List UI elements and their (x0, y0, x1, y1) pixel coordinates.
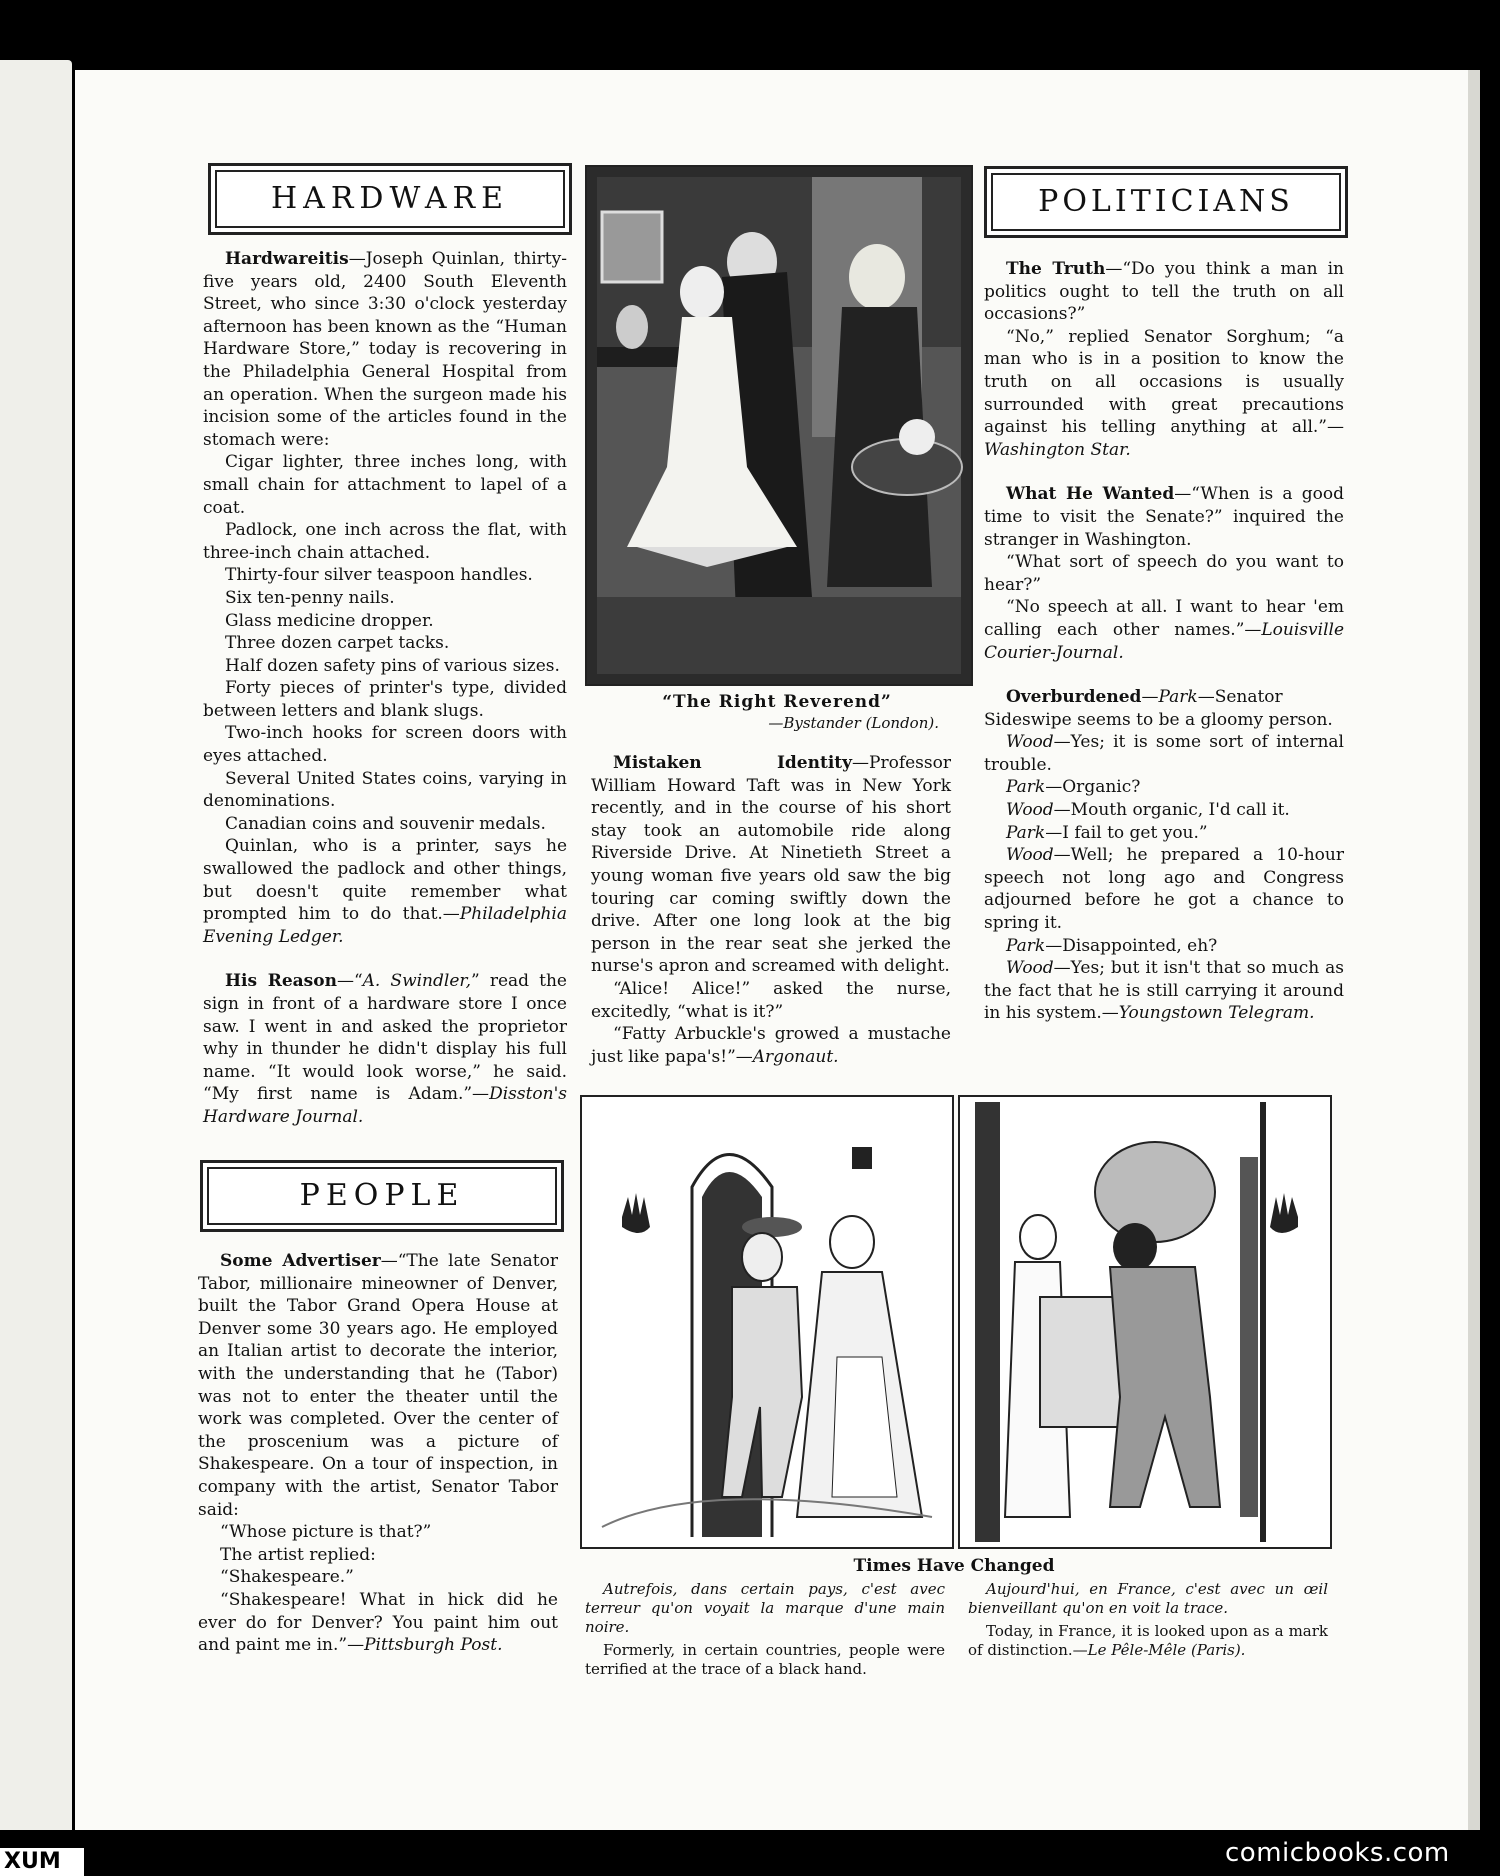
black-hand-icon (622, 1193, 650, 1233)
dialogue-text: —Well; he prepared a 10-hour speech not long ago and Congress adjourned before he got a chance to spring it. (984, 845, 1344, 934)
speaker-name: Park (1006, 935, 1046, 956)
page-spine-shadow (1468, 70, 1480, 1830)
hardware-column (203, 248, 567, 1129)
list-item: Thirty-four silver teaspoon handles. (225, 565, 533, 586)
dialogue-line (984, 822, 1344, 845)
section-title: PEOPLE (299, 1178, 465, 1213)
list-item: Six ten-penny nails. (225, 587, 395, 608)
dialogue-text: —Mouth organic, I'd call it. (1053, 800, 1290, 821)
article-text: —Professor William Howard Taft was in New York recently, and in the course of his short stay took an automobile ride along Riverside Drive. At Ninetieth Street a young woman five years old saw the big touring car coming swiftly down the drive. After one long look at the big person in the rear seat she jerked the nurse's apron and screamed with delight. (591, 753, 951, 977)
article-text: —“ (336, 971, 363, 992)
article-text: —“The late Senator Tabor, millionaire mineowner of Denver, built the Tabor Grand Opera House at Denver some 30 years ago. He employed an Italian artist to decorate the interior, with the understanding that he (Tabor) was not to enter the theater until the work was completed. Over the center of the proscenium was a picture of Shakespeare. On a tour of inspection, in company with the artist, Senator Tabor said: (198, 1251, 559, 1520)
source-credit: Argonaut. (752, 1046, 839, 1067)
dialogue-line: “What sort of speech do you want to hear?” (984, 552, 1344, 595)
dialogue-text: —Yes; it is some sort of internal trouble. (984, 732, 1344, 775)
list-item: Cigar lighter, three inches long, with small chain for attachment to lapel of a coat. (203, 452, 567, 518)
people-column (198, 1250, 558, 1657)
source-credit: Louisville Courier-Journal. (984, 619, 1344, 663)
speaker-name: Wood (1006, 800, 1054, 821)
article-heading: His Reason (225, 971, 337, 992)
caption-english-text: Today, in France, it is looked upon as a mark of distinction.— (968, 1622, 1328, 1659)
caption-english (968, 1622, 1328, 1660)
dialogue-line: The artist replied: (220, 1544, 376, 1565)
article-text: —“Do you think a man in politics ought to tell the truth on all occasions?” (984, 259, 1344, 325)
speaker-name: Wood (1006, 958, 1054, 979)
caption-right (968, 1580, 1328, 1660)
source-credit: Pittsburgh Post. (364, 1635, 503, 1656)
speaker-name: Park (1006, 822, 1046, 843)
caption-title: “The Right Reverend” (662, 692, 892, 712)
dialogue-line (984, 957, 1344, 1025)
dialogue-line: “Alice! Alice!” asked the nurse, excitedly, “what is it?” (591, 978, 951, 1022)
facing-page-edge (0, 60, 72, 1830)
list-item: Half dozen safety pins of various sizes. (225, 655, 560, 676)
article-text: — (1141, 687, 1159, 708)
drawing-coalman-and-woman (960, 1097, 1330, 1547)
dialogue-line: “Whose picture is that?” (220, 1522, 432, 1543)
caption-french: Aujourd'hui, en France, c'est avec un œil bienveillant qu'on en voit la trace. (968, 1580, 1328, 1617)
dialogue-line (984, 731, 1344, 776)
article-text: “No,” replied Senator Sorghum; “a man who is in a position to know the truth on all occasions is usually surrounded with great precautions against his telling anything at all.”— (984, 326, 1344, 438)
article-text: “No speech at all. I want to hear 'em calling each other names.”— (984, 597, 1344, 640)
dialogue-line (984, 935, 1344, 958)
cartoon-panel-right (958, 1095, 1332, 1549)
source-credit: Disston's Hardware Journal. (203, 1084, 567, 1127)
article-text: ” read the sign in front of a hardware store I once saw. I went in and asked the proprietor why in thunder he didn't display his full name. “It would look worse,” he said. “My first name is Adam.”— (203, 971, 567, 1105)
illustration-right-reverend (585, 165, 973, 686)
article-text: “Fatty Arbuckle's growed a mustache just like papa's!”— (591, 1024, 951, 1067)
article-text: “Shakespeare! What in hick did he ever do for Denver? You paint him out and paint me in.”— (198, 1589, 558, 1656)
article-heading: What He Wanted (1006, 484, 1175, 505)
list-item: Three dozen carpet tacks. (225, 633, 450, 654)
list-item: Several United States coins, varying in denominations. (203, 768, 567, 812)
caption-english: Formerly, in certain countries, people were terrified at the trace of a black hand. (585, 1641, 945, 1678)
section-title: POLITICIANS (1038, 184, 1294, 219)
section-header-hardware (208, 163, 572, 235)
dialogue-line (984, 776, 1344, 799)
article-heading: Hardwareitis (225, 249, 349, 269)
cartoon-panel-left (580, 1095, 954, 1549)
list-item: Padlock, one inch across the flat, with three-inch chain attached. (203, 520, 567, 563)
sign-text: A. Swindler, (362, 971, 472, 992)
source-credit: Le Pêle-Mêle (Paris). (1087, 1641, 1246, 1659)
black-hand-icon (1270, 1193, 1298, 1233)
article-text: —Senator Sideswipe seems to be a gloomy person. (984, 687, 1333, 730)
cartoon-title (580, 1556, 1328, 1577)
speaker-name: Park (1158, 687, 1198, 708)
mistaken-identity-column (591, 752, 951, 1068)
section-header-people (200, 1160, 564, 1232)
site-watermark: comicbooks.com (1225, 1838, 1450, 1868)
speaker-name: Park (1006, 777, 1046, 798)
list-item: Canadian coins and souvenir medals. (225, 813, 546, 834)
speaker-name: Wood (1006, 845, 1054, 866)
speaker-name: Wood (1006, 732, 1054, 753)
article-heading: The Truth (1006, 259, 1106, 279)
caption-french: Autrefois, dans certain pays, c'est avec terreur qu'on voyait la marque d'une main noire. (585, 1580, 945, 1636)
cartoon-title-text: Times Have Changed (853, 1556, 1055, 1576)
politicians-column (984, 258, 1344, 1025)
dialogue-line: “Shakespeare.” (220, 1567, 354, 1588)
article-text: —Joseph Quinlan, thirty-five years old, 2400 South Eleventh Street, who since 3:30 o'clock yesterday afternoon has been known as the “Human Hardware Store,” today is recovering in the Philadelphia General Hospital from an operation. When the surgeon made his incision some of the articles found in the stomach were: (203, 249, 567, 450)
dialogue-line (984, 844, 1344, 934)
source-credit: Washington Star. (984, 439, 1131, 460)
dialogue-text: —Yes; but it isn't that so much as the fact that he is still carrying it around in his system.— (984, 958, 1344, 1024)
source-credit: Philadelphia Evening Ledger. (203, 904, 567, 947)
article-text: Quinlan, who is a printer, says he swallowed the padlock and other things, but doesn't quite remember what prompted him to do that.— (203, 836, 567, 925)
corner-label: XUM (0, 1848, 84, 1876)
section-header-politicians (984, 166, 1348, 238)
caption-left (585, 1580, 945, 1679)
article-heading: Overburdened (1006, 687, 1142, 708)
engraving-couple-and-clergyman (587, 167, 971, 684)
article-text: —“When is a good time to visit the Senate?” inquired the stranger in Washington. (984, 484, 1344, 550)
drawing-black-hand-couple (582, 1097, 952, 1547)
source-credit: Youngstown Telegram. (1118, 1003, 1315, 1024)
dialogue-text: —I fail to get you.” (1045, 822, 1208, 843)
article-heading: Mistaken Identity (613, 753, 853, 773)
dialogue-text: —Organic? (1045, 777, 1141, 798)
illustration-caption (585, 692, 969, 734)
list-item: Glass medicine dropper. (225, 610, 434, 631)
dialogue-line (984, 799, 1344, 822)
list-item: Forty pieces of printer's type, divided between letters and blank slugs. (203, 678, 567, 721)
section-title: HARDWARE (271, 181, 509, 216)
article-heading: Some Advertiser (220, 1251, 381, 1271)
dialogue-text: —Disappointed, eh? (1045, 935, 1218, 956)
caption-source: —Bystander (London). (768, 714, 939, 732)
list-item: Two-inch hooks for screen doors with eyes attached. (203, 723, 567, 767)
